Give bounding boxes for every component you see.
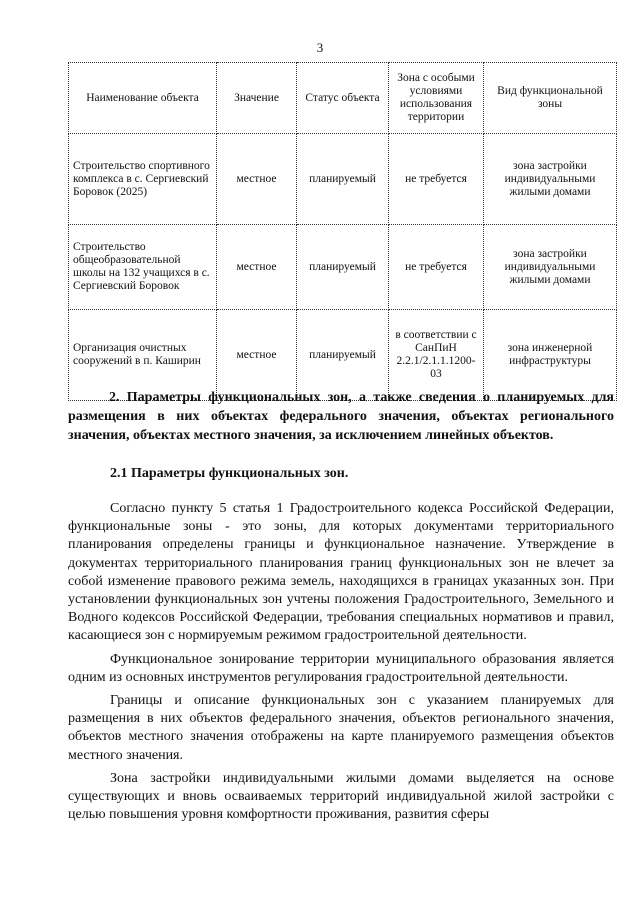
table-row: [69, 134, 617, 225]
cell-status: планируемый: [297, 225, 389, 310]
body-text: [68, 500, 614, 829]
header-zone-type: Вид функциональной зоны: [484, 63, 617, 134]
cell-object-name: Строительство спортивного комплекса в с. Сергиевский Боровок (2025): [69, 134, 217, 225]
cell-status: планируемый: [297, 310, 389, 401]
cell-significance: местное: [217, 310, 297, 401]
cell-special-zone: не требуется: [389, 134, 484, 225]
cell-object-name: Организация очистных сооружений в п. Каширин: [69, 310, 217, 401]
cell-status: планируемый: [297, 134, 389, 225]
planned-objects-table: [68, 62, 617, 401]
table-row: [69, 310, 617, 401]
header-special-zone: Зона с особыми условиями использования территории: [389, 63, 484, 134]
section-heading: 2. Параметры функциональных зон, а также сведения о планируемых для размещения в них объектах федерального значения, объектах регионального значения, объектах местного значения, за исключением линейных объектов.: [68, 390, 614, 443]
cell-zone-type: зона застройки индивидуальными жилыми домами: [484, 225, 617, 310]
subsection-heading: 2.1 Параметры функциональных зон.: [110, 466, 349, 481]
cell-significance: местное: [217, 225, 297, 310]
cell-object-name: Строительство общеобразовательной школы на 132 учащихся в с. Сергиевский Боровок: [69, 225, 217, 310]
table-header-row: [69, 63, 617, 134]
table-row: [69, 225, 617, 310]
cell-significance: местное: [217, 134, 297, 225]
header-object-name: Наименование объекта: [69, 63, 217, 134]
header-significance: Значение: [217, 63, 297, 134]
header-status: Статус объекта: [297, 63, 389, 134]
cell-zone-type: зона инженерной инфраструктуры: [484, 310, 617, 401]
cell-special-zone: не требуется: [389, 225, 484, 310]
paragraph: Согласно пункту 5 статья 1 Градостроительного кодекса Российской Федерации, функциональные зоны - это зоны, для которых документами территориального планирования определены границы и функциональное назначение. Утверждение в документах территориального планирования границ функциональных зон не влечет за собой изменение правового режима земель, находящихся в границах указанных зон. При установлении функциональных зон учтены положения Градостроительного, Земельного и Водного кодексов Российской Федерации, требования специальных нормативов и правил, касающиеся зон с нормируемым режимом градостроительной деятельности.: [68, 501, 614, 644]
cell-special-zone: в соответствии с СанПиН 2.2.1/2.1.1.1200-03: [389, 310, 484, 401]
paragraph: Зона застройки индивидуальными жилыми домами выделяется на основе существующих и вновь осваиваемых территорий индивидуальной жилой застройки с целью повышения уровня комфортности проживания, развития сферы: [68, 770, 614, 823]
paragraph: Функциональное зонирование территории муниципального образования является одним из основных инструментов регулирования градостроительной деятельности.: [68, 651, 614, 685]
page-number: 3: [316, 40, 324, 55]
cell-zone-type: зона застройки индивидуальными жилыми домами: [484, 134, 617, 225]
paragraph: Границы и описание функциональных зон с указанием планируемых для размещения в них объектов федерального значения, объектов регионального значения, объектов местного значения отображены на карте планируемого размещения объектов местного значения.: [68, 693, 614, 763]
